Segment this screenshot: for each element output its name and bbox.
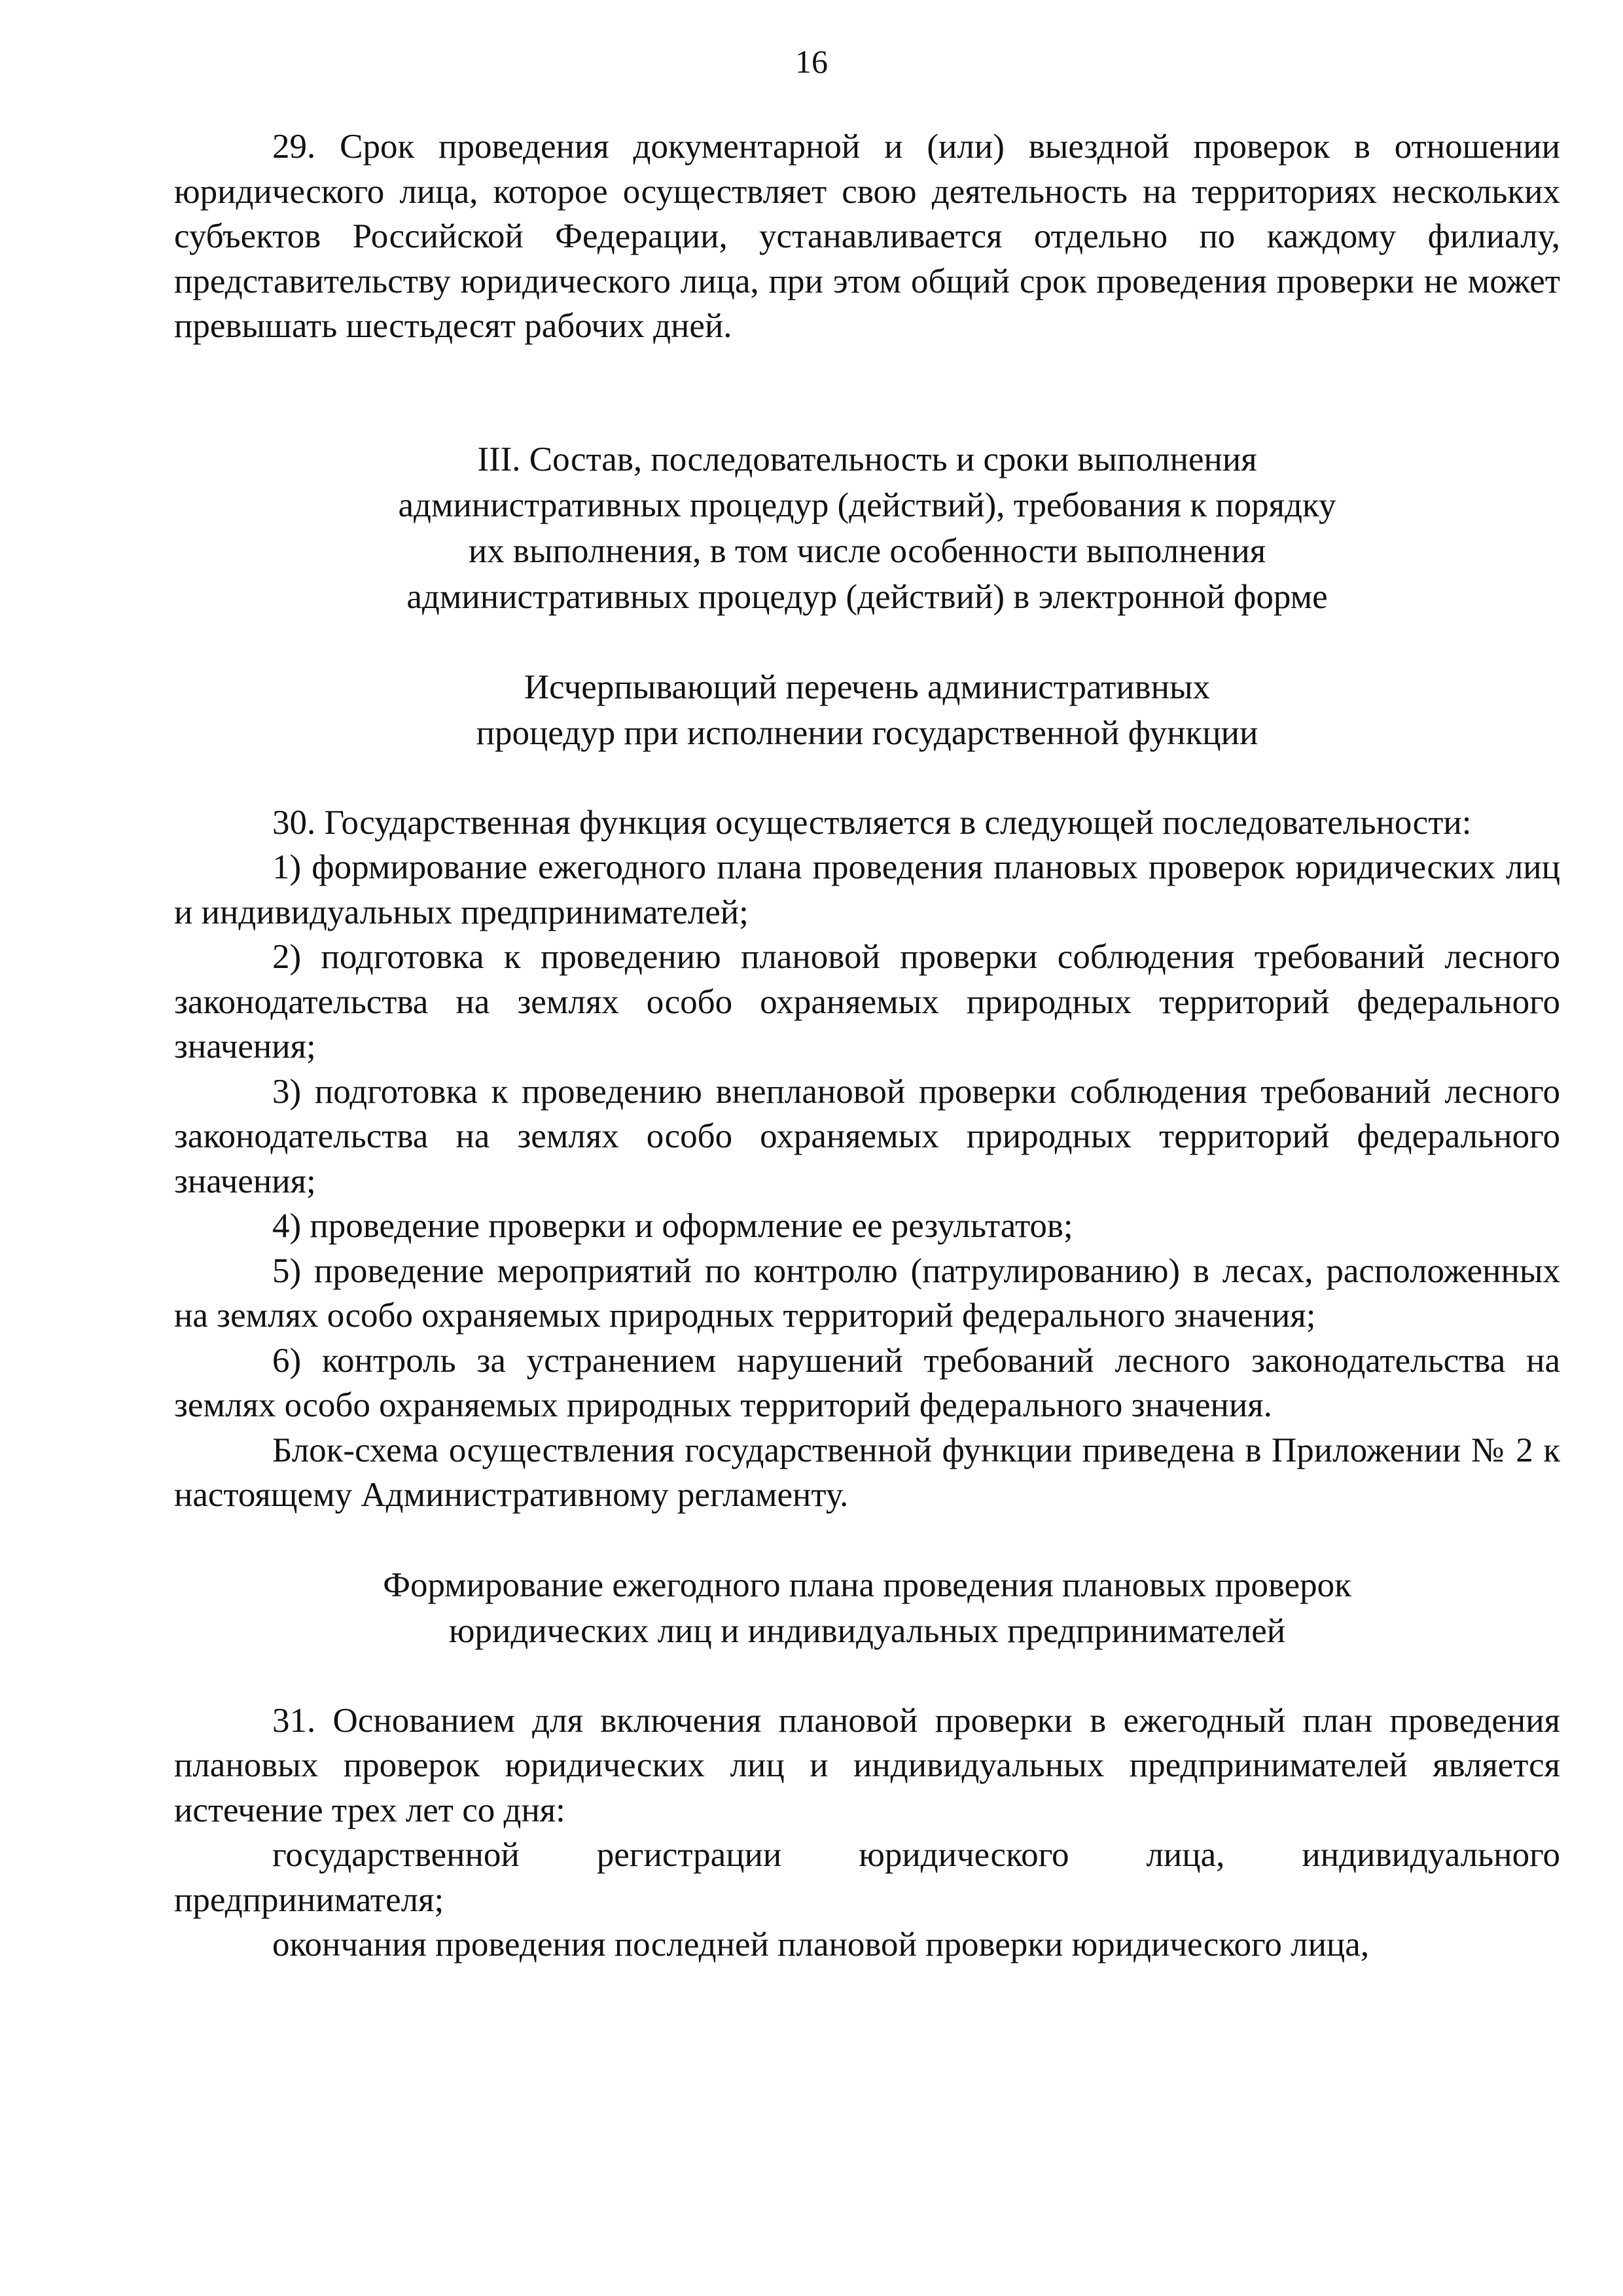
procedures-list bbox=[174, 800, 1560, 1518]
list-item: 4) проведение проверки и оформление ее результатов; bbox=[272, 1207, 1073, 1245]
list-item: 3) подготовка к проведению внеплановой проверки соблюдения требований лесного законодательства на землях особо охраняемых природных территорий федерального значения; bbox=[174, 1072, 1560, 1200]
section-heading-line: их выполнения, в том числе особенности выполнения bbox=[468, 531, 1266, 570]
spacer bbox=[174, 1518, 1560, 1562]
document-body bbox=[174, 124, 1560, 1967]
block-diagram-reference: Блок-схема осуществления государственной функции приведена в Приложении № 2 к настоящему Административному регламенту. bbox=[174, 1431, 1560, 1514]
paragraph-31-item: государственной регистрации юридического лица, индивидуального предпринимателя; bbox=[174, 1836, 1560, 1919]
paragraph-31: 31. Основанием для включения плановой проверки в ежегодный план проведения плановых проверок юридических лиц и индивидуальных предпринимателей является истечение трех лет со дня: bbox=[174, 1701, 1560, 1829]
list-item: 5) проведение мероприятий по контролю (патрулированию) в лесах, расположенных на землях особо охраняемых природных территорий федерального значения; bbox=[174, 1251, 1560, 1335]
paragraph-31-section bbox=[174, 1698, 1560, 1967]
section-heading-line: административных процедур (действий), требования к порядку bbox=[398, 486, 1336, 524]
list-item: 6) контроль за устранением нарушений требований лесного законодательства на землях особо охраняемых природных территорий федерального значения. bbox=[174, 1341, 1560, 1424]
subheading-line: процедур при исполнении государственной функции bbox=[476, 713, 1258, 752]
section-heading-line: III. Состав, последовательность и сроки выполнения bbox=[477, 440, 1257, 478]
section-heading-line: административных процедур (действий) в электронной форме bbox=[406, 577, 1328, 616]
spacer bbox=[174, 620, 1560, 664]
paragraph-30-intro: 30. Государственная функция осуществляется в следующей последовательности: bbox=[272, 803, 1472, 842]
list-item: 2) подготовка к проведению плановой проверки соблюдения требований лесного законодательства на землях особо охраняемых природных территорий федерального значения; bbox=[174, 938, 1560, 1066]
subheading-procedures-list bbox=[174, 664, 1560, 756]
subheading-line: Исчерпывающий перечень административных bbox=[524, 668, 1211, 706]
page-number: 16 bbox=[795, 43, 828, 80]
list-item: 1) формирование ежегодного плана проведения плановых проверок юридических лиц и индивидуальных предпринимателей; bbox=[174, 848, 1560, 931]
spacer bbox=[174, 1654, 1560, 1698]
section-heading bbox=[174, 437, 1560, 620]
spacer bbox=[174, 349, 1560, 437]
paragraph-29: 29. Срок проведения документарной и (или) выездной проверок в отношении юридического лица, которое осуществляет свою деятельность на территориях нескольких субъектов Российской Федерации, устанавливается отдельно по каждому филиалу, представительству юридического лица, при этом общий срок проведения проверки не может превышать шестьдесят рабочих дней. bbox=[174, 128, 1560, 345]
subheading-annual-plan bbox=[174, 1562, 1560, 1654]
subheading-line: Формирование ежегодного плана проведения плановых проверок bbox=[383, 1566, 1351, 1604]
spacer bbox=[174, 756, 1560, 800]
subheading-line: юридических лиц и индивидуальных предпринимателей bbox=[448, 1611, 1286, 1650]
paragraph-31-item: окончания проведения последней плановой проверки юридического лица, bbox=[272, 1926, 1370, 1964]
